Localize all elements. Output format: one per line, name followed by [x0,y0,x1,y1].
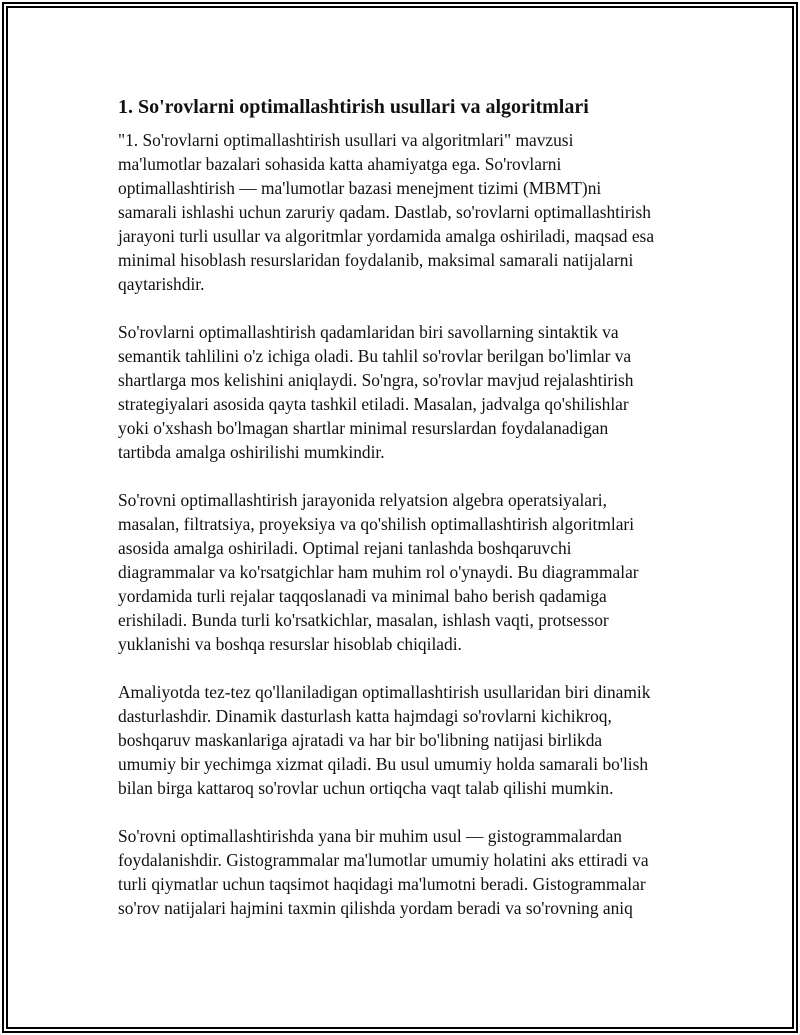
text-line: umumiy bir yechimga xizmat qiladi. Bu usul umumiy holda samarali bo'lish [118,754,649,774]
paragraph-4 [118,680,698,800]
text-line: minimal hisoblash resurslaridan foydalanib, maksimal samarali natijalarni [118,250,634,270]
text-line: "1. So'rovlarni optimallashtirish usullari va algoritmlari" mavzusi [118,130,574,150]
text-line: So'rovni optimallashtirishda yana bir muhim usul — gistogrammalardan [118,826,623,846]
text-line: yuklanishi va boshqa resurslar hisoblab chiqiladi. [118,634,462,654]
text-line: asosida amalga oshiriladi. Optimal rejani tanlashda boshqaruvchi [118,538,572,558]
text-line: shartlarga mos kelishini aniqlaydi. So'ngra, so'rovlar mavjud rejalashtirish [118,370,634,390]
text-line: yordamida turli rejalar taqqoslanadi va minimal baho berish qadamiga [118,586,607,606]
text-line: So'rovni optimallashtirish jarayonida relyatsion algebra operatsiyalari, [118,490,607,510]
text-line: samarali ishlashi uchun zaruriy qadam. Dastlab, so'rovlarni optimallashtirish [118,202,651,222]
text-line: tartibda amalga oshirilishi mumkindir. [118,442,385,462]
text-line: masalan, filtratsiya, proyeksiya va qo'shilish optimallashtirish algoritmlari [118,514,635,534]
document-title: 1. So'rovlarni optimallashtirish usullari va algoritmlari [118,96,589,118]
text-line: bilan birga kattaroq so'rovlar uchun ortiqcha vaqt talab qilishi mumkin. [118,778,614,798]
text-line: qaytarishdir. [118,274,205,294]
paragraph-1 [118,128,698,296]
text-line: boshqaruv maskanlariga ajratadi va har bir bo'libning natijasi birlikda [118,730,603,750]
paragraph-2 [118,320,698,464]
text-line: turli qiymatlar uchun taqsimot haqidagi ma'lumotni beradi. Gistogrammalar [118,874,646,894]
text-line: ma'lumotlar bazalari sohasida katta ahamiyatga ega. So'rovlarni [118,154,562,174]
text-line: foydalanishdir. Gistogrammalar ma'lumotlar umumiy holatini aks ettiradi va [118,850,649,870]
text-line: So'rovlarni optimallashtirish qadamlaridan biri savollarning sintaktik va [118,322,619,342]
paragraph-3 [118,488,698,656]
text-line: erishiladi. Bunda turli ko'rsatkichlar, masalan, ishlash vaqti, protsessor [118,610,609,630]
text-line: Amaliyotda tez-tez qo'llaniladigan optimallashtirish usullaridan biri dinamik [118,682,651,702]
document-body [118,94,698,944]
text-line: yoki o'xshash bo'lmagan shartlar minimal resurslardan foydalanadigan [118,418,609,438]
text-line: dasturlashdir. Dinamik dasturlash katta hajmdagi so'rovlarni kichikroq, [118,706,612,726]
text-line: strategiyalari asosida qayta tashkil etiladi. Masalan, jadvalga qo'shilishlar [118,394,629,414]
text-line: jarayoni turli usullar va algoritmlar yordamida amalga oshiriladi, maqsad esa [118,226,655,246]
text-line: diagrammalar va ko'rsatgichlar ham muhim rol o'ynaydi. Bu diagrammalar [118,562,639,582]
paragraph-5 [118,824,698,920]
text-line: optimallashtirish — ma'lumotlar bazasi menejment tizimi (MBMT)ni [118,178,602,198]
text-line: so'rov natijalari hajmini taxmin qilishda yordam beradi va so'rovning aniq [118,898,633,918]
text-line: semantik tahlilini o'z ichiga oladi. Bu tahlil so'rovlar berilgan bo'limlar va [118,346,632,366]
